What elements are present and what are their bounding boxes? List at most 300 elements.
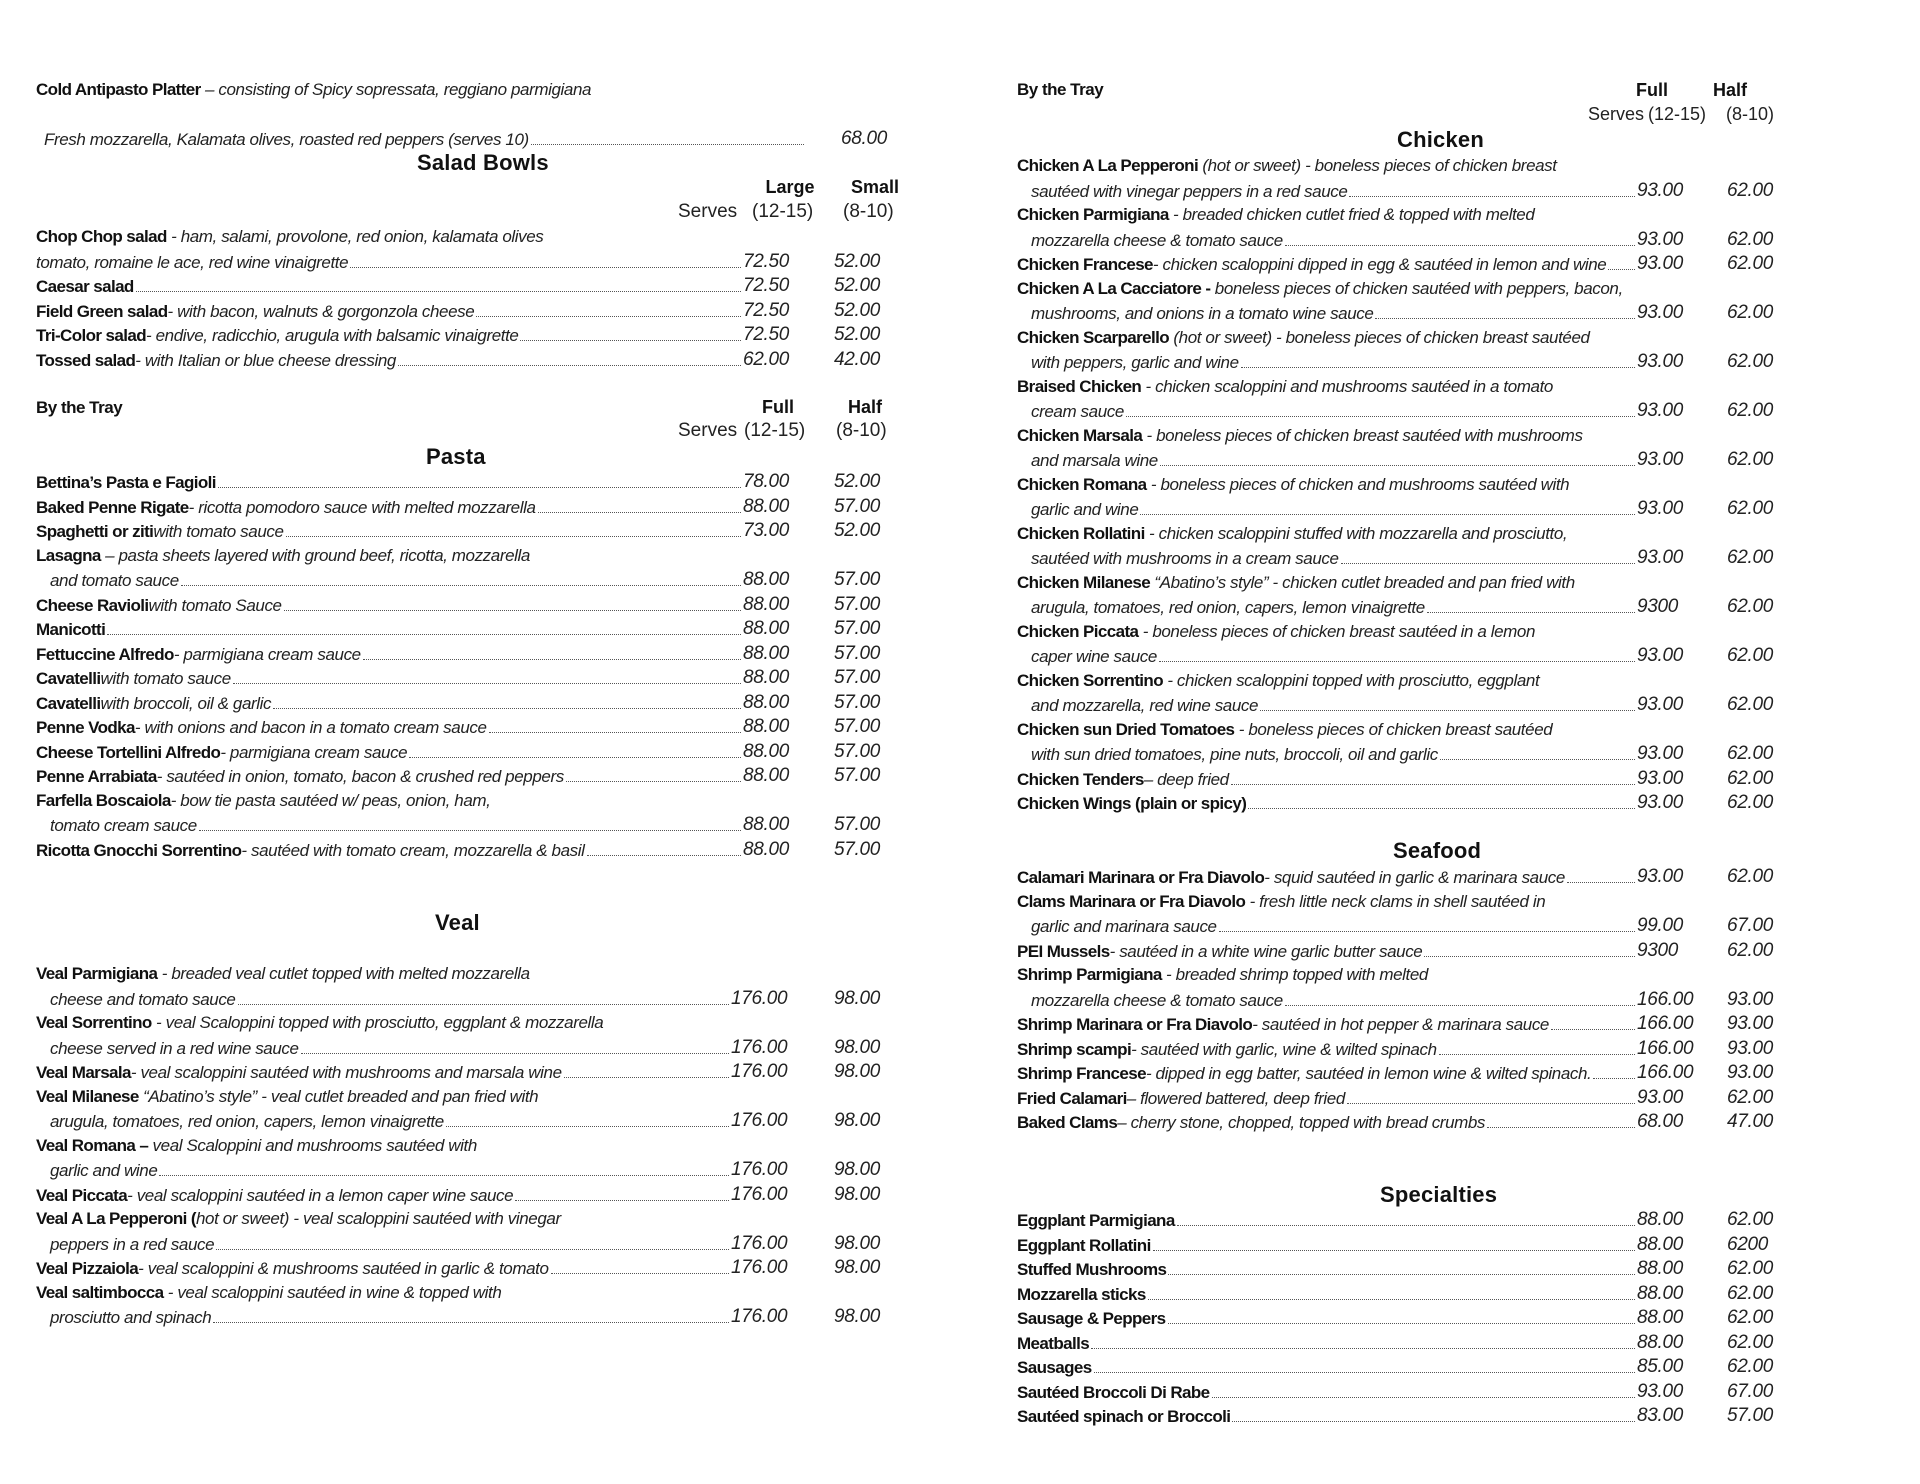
item-name: Stuffed Mushrooms [1017,1260,1167,1279]
item-desc: “Abatino’s style” - chicken cutlet breaded and pan fried with [1150,572,1575,592]
item-name: Baked Clams [1017,1113,1118,1132]
price-half: 57.00 [834,593,881,615]
price-full: 176.00 [731,1257,788,1278]
item-desc: - with onions and bacon in a tomato cream sauce [134,718,487,737]
leader-dots [213,1305,729,1323]
item-name: Veal A La Pepperoni ( [36,1209,196,1228]
leader-dots [1487,1110,1635,1128]
price-half: 98.00 [834,1159,881,1180]
price-full: 88.00 [743,495,790,517]
price-full: 93.00 [1637,1380,1684,1402]
leader-dots [216,1232,729,1250]
menu-item [1017,252,1877,277]
item-desc: - chicken scaloppini dipped in egg & sautéed in lemon and wine [1152,255,1607,274]
item-desc: - fresh little neck clams in shell sautéed in [1245,891,1546,911]
antipasto-line2-text: Fresh mozzarella, Kalamata olives, roasted red peppers (serves 10) [44,129,529,149]
price-full: 176.00 [731,987,788,1009]
item-name: Manicotti [36,620,106,639]
leader-dots [159,1158,729,1176]
price-half: 67.00 [1727,915,1774,936]
item-name: Chicken Sorrentino [1017,670,1164,690]
price-small: 52.00 [834,324,881,345]
seafood-list [1017,865,1877,1135]
price-full: 88.00 [743,667,790,688]
item-desc: with peppers, garlic and wine [1031,353,1239,372]
price-full: 93.00 [1637,792,1684,813]
menu-item [1017,1380,1877,1405]
leader-dots [301,1036,729,1054]
serves-label: Serves [678,420,738,441]
menu-item-cont [36,568,936,593]
section-title-pasta: Pasta [426,444,486,469]
serves-full: (12-15) [1648,104,1707,124]
menu-item [1017,1061,1877,1086]
price-half: 98.00 [834,1183,881,1205]
item-name: Mozzarella sticks [1017,1284,1146,1304]
leader-dots [1341,546,1635,564]
menu-item [1017,939,1877,964]
item-name: Sautéed Broccoli Di Rabe [1017,1382,1210,1402]
leader-dots [1140,497,1635,515]
item-desc: - veal Scaloppini topped with prosciutto, eggplant & mozzarella [151,1013,604,1032]
section-title-seafood: Seafood [1393,838,1482,863]
price-half: 57.00 [834,838,881,860]
leader-dots [1168,1257,1635,1275]
price-small: 52.00 [834,275,881,296]
price-full: 88.00 [743,569,790,590]
chicken-list [1017,154,1877,816]
antipasto-desc: – consisting of Spicy sopressata, reggiano parmigiana [200,80,592,99]
col-head-small: Small [850,177,900,197]
price-half: 98.00 [834,987,881,1009]
price-full: 93.00 [1637,866,1684,887]
price-large: 72.50 [743,275,790,296]
price-half: 93.00 [1727,1037,1774,1059]
price-full: 93.00 [1637,400,1684,421]
price-full: 88.00 [743,814,790,835]
menu-item [36,1256,936,1281]
price-full: 99.00 [1637,915,1684,936]
leader-dots [1608,252,1635,270]
antipasto-price: 68.00 [841,127,888,149]
leader-dots [409,740,741,758]
item-name: Veal Pizzaiola [36,1259,139,1278]
item-desc: - veal scaloppini sautéed in a lemon caper wine sauce [127,1185,514,1205]
price-large: 72.50 [743,324,790,345]
salad-list [36,225,936,372]
price-small: 52.00 [834,250,881,272]
item-desc: - dipped in egg batter, sautéed in lemon wine & wilted spinach. [1145,1064,1592,1083]
leader-dots [531,127,804,145]
menu-item [1017,791,1877,816]
item-desc: – flowered battered, deep fried [1126,1088,1345,1108]
price-full: 93.00 [1637,351,1684,372]
item-desc: and marsala wine [1031,451,1158,470]
leader-dots [1153,1233,1635,1251]
leader-dots [238,987,730,1005]
item-desc: tomato, romaine le ace, red wine vinaigrette [36,252,349,272]
item-desc: “Abatino’s style” - veal cutlet breaded and pan fried with [138,1086,539,1106]
price-half: 62.00 [1727,1282,1774,1304]
item-desc: arugula, tomatoes, red onion, capers, lemon vinaigrette [50,1112,444,1131]
veal-list [36,962,936,1330]
item-name: Veal Romana – [36,1135,149,1155]
leader-dots [218,470,741,488]
leader-dots [1148,1282,1635,1300]
serves-large: (12-15) [752,201,814,222]
by-the-tray-label: By the Tray [1017,80,1104,99]
leader-dots [1219,914,1635,932]
price-half: 62.00 [1727,694,1774,715]
item-desc: - boneless pieces of chicken breast sautéed [1234,719,1553,739]
menu-item [36,789,936,814]
serves-label: Serves [1588,104,1645,124]
item-desc: - boneless pieces of chicken and mushrooms sautéed with [1146,474,1570,494]
item-name: PEI Mussels [1017,941,1110,961]
section-title-veal: Veal [435,910,480,935]
price-half: 57.00 [834,569,881,590]
leader-dots [1241,350,1635,368]
leader-dots [273,691,741,709]
antipasto-line1 [36,78,996,103]
item-desc: – deep fried [1143,769,1229,789]
antipasto-line2 [36,127,888,152]
menu-item [1017,718,1877,743]
item-desc: with tomato sauce [153,522,284,541]
price-full: 88.00 [743,593,790,615]
item-desc: (hot or sweet) - boneless pieces of chicken breast sautéed [1169,327,1590,347]
item-desc: boneless pieces of chicken sautéed with peppers, bacon, [1210,278,1623,298]
menu-item [36,495,936,520]
item-name: Caesar salad [36,277,134,296]
price-half: 62.00 [1727,1086,1774,1108]
price-full: 93.00 [1637,449,1684,470]
price-half: 62.00 [1727,596,1774,617]
item-desc: - veal scaloppini sautéed in wine & topped with [163,1282,502,1302]
col-head-half: Half [1712,80,1747,100]
menu-item-cont [1017,497,1877,522]
price-half: 62.00 [1727,645,1774,666]
price-full: 93.00 [1637,743,1684,764]
item-desc: - sautéed in hot pepper & marinara sauce [1252,1015,1549,1034]
item-desc: (hot or sweet) - boneless pieces of chicken breast [1198,156,1557,175]
menu-item [1017,1404,1877,1429]
item-desc: - with bacon, walnuts & gorgonzola cheese [167,301,475,321]
menu-item [36,593,936,618]
serves-label: Serves [678,201,738,222]
item-name: Calamari Marinara or Fra Diavolo [1017,868,1265,887]
price-half: 57.00 [834,716,881,737]
antipasto-name: Cold Antipasto Platter [36,80,201,99]
menu-item [1017,620,1877,645]
col-head-large: Large [765,177,815,197]
leader-dots [566,764,741,782]
right-menu-page [960,0,1920,1484]
serves-half: (8-10) [1726,104,1775,124]
item-desc: cheese and tomato sauce [50,989,236,1009]
item-name: Meatballs [1017,1333,1090,1353]
menu-item-cont [36,987,936,1012]
item-desc: - chicken scaloppini topped with prosciutto, eggplant [1163,670,1540,690]
menu-item [36,1134,936,1159]
price-full: 88.00 [1637,1258,1684,1279]
leader-dots [1349,179,1635,197]
menu-item-cont [1017,179,1877,204]
menu-item-cont [1017,546,1877,571]
price-full: 176.00 [731,1232,788,1254]
leader-dots [1285,228,1635,246]
price-full: 68.00 [1637,1111,1684,1132]
price-half: 62.00 [1727,1307,1774,1328]
price-half: 62.00 [1727,253,1774,274]
leader-dots [181,568,741,586]
item-desc: - breaded shrimp topped with melted [1161,965,1428,984]
menu-item [36,470,936,495]
item-desc: sautéed with vinegar peppers in a red sauce [1031,181,1348,201]
price-half: 62.00 [1727,1331,1774,1353]
menu-item [1017,1037,1877,1062]
price-full: 166.00 [1637,1062,1694,1083]
item-desc: – pasta sheets layered with ground beef, ricotta, mozzarella [100,545,530,565]
price-half: 62.00 [1727,228,1774,250]
price-half: 62.00 [1727,866,1774,887]
price-full: 78.00 [743,471,790,492]
price-full: 93.00 [1637,694,1684,715]
leader-dots [446,1109,729,1127]
price-full: 88.00 [743,618,790,639]
item-desc: arugula, tomatoes, red onion, capers, lemon vinaigrette [1031,598,1425,617]
price-full: 93.00 [1637,547,1684,568]
menu-item [1017,669,1877,694]
leader-dots [1126,399,1635,417]
leader-dots [1375,301,1635,319]
item-desc: – cherry stone, chopped, topped with bread crumbs [1117,1113,1486,1132]
price-full: 93.00 [1637,179,1684,201]
price-half: 62.00 [1727,400,1774,421]
item-desc: with tomato sauce [100,669,231,688]
price-full: 85.00 [1637,1356,1684,1377]
leader-dots [1440,742,1635,760]
menu-item [1017,865,1877,890]
leader-dots [1347,1086,1635,1104]
leader-dots [1439,1037,1635,1055]
menu-item [1017,1086,1877,1111]
item-desc: - bow tie pasta sautéed w/ peas, onion, ham, [170,790,491,810]
leader-dots [1551,1012,1635,1030]
price-full: 93.00 [1637,228,1684,250]
price-half: 62.00 [1727,498,1774,519]
menu-item [1017,522,1877,547]
leader-dots [199,813,741,831]
price-half: 62.00 [1727,449,1774,470]
item-name: Ricotta Gnocchi Sorrentino [36,840,242,860]
leader-dots [1567,865,1635,883]
price-half: 57.00 [834,740,881,762]
leader-dots [286,519,741,537]
menu-item [36,764,936,789]
item-desc: - sautéed in a white wine garlic butter sauce [1109,941,1423,961]
item-desc: - sautéed with garlic, wine & wilted spinach [1131,1039,1437,1059]
price-half: 98.00 [834,1232,881,1254]
item-name: Farfella Boscaiola [36,790,171,810]
menu-item [36,962,936,987]
item-desc: hot or sweet) - veal scaloppini sautéed with vinegar [195,1209,561,1228]
leader-dots [564,1060,729,1078]
item-desc: - parmigiana cream sauce [173,644,361,664]
item-name: Chicken A La Pepperoni [1017,156,1199,175]
menu-item [36,544,936,569]
menu-item-cont [1017,644,1877,669]
price-half: 57.00 [834,691,881,713]
price-full: 93.00 [1637,767,1684,789]
item-desc: mozzarella cheese & tomato sauce [1031,990,1283,1010]
item-desc: with sun dried tomatoes, pine nuts, broccoli, oil and garlic [1031,745,1438,764]
item-desc: - ham, salami, provolone, red onion, kalamata olives [166,227,544,246]
price-half: 98.00 [834,1110,881,1131]
leader-dots [489,715,741,733]
leader-dots [515,1183,729,1201]
item-desc: mozzarella cheese & tomato sauce [1031,230,1283,250]
price-full: 176.00 [731,1183,788,1205]
leader-dots [350,250,741,268]
price-large: 72.50 [743,250,790,272]
menu-item [1017,1233,1877,1258]
price-half: 6200 [1727,1233,1769,1255]
item-name: Cheese Tortellini Alfredo [36,742,221,762]
menu-item [36,1060,936,1085]
leader-dots [363,642,741,660]
price-full: 166.00 [1637,1013,1694,1034]
menu-item [1017,1306,1877,1331]
leader-dots [476,299,741,317]
price-small: 42.00 [834,348,881,370]
item-name: Tossed salad [36,350,136,370]
serves-half: (8-10) [836,420,887,441]
leader-dots [1212,1380,1636,1398]
menu-item [1017,277,1877,302]
leader-dots [107,617,741,635]
item-name: Veal saltimbocca [36,1282,164,1302]
menu-item [1017,767,1877,792]
item-name: Veal Milanese [36,1086,139,1106]
menu-item-cont [1017,399,1877,424]
item-desc: mushrooms, and onions in a tomato wine sauce [1031,304,1374,323]
price-full: 176.00 [731,1036,788,1058]
item-name: Chicken sun Dried Tomatoes [1017,719,1235,739]
item-name: Chicken Wings (plain or spicy) [1017,794,1247,813]
leader-dots [1285,988,1635,1006]
item-desc: - chicken scaloppini stuffed with mozzarella and prosciutto, [1144,523,1568,543]
item-name: Chicken Romana [1017,474,1147,494]
leader-dots [1177,1208,1635,1226]
item-name: Spaghetti or ziti [36,522,154,541]
price-full: 176.00 [731,1306,788,1327]
leader-dots [1248,791,1635,809]
leader-dots [233,666,741,684]
item-name: Shrimp Parmigiana [1017,965,1162,984]
item-name: Chicken Milanese [1017,572,1151,592]
item-name: Penne Vodka [36,718,135,737]
menu-item-cont [36,1232,936,1257]
item-name: Chicken Rollatini [1017,523,1145,543]
item-desc: prosciutto and spinach [50,1308,212,1327]
leader-dots [284,593,741,611]
leader-dots [1424,939,1635,957]
menu-item-cont [1017,914,1877,939]
item-desc: with broccoli, oil & garlic [100,693,272,713]
menu-item-cont [1017,301,1877,326]
item-desc: garlic and marinara sauce [1031,917,1217,936]
leader-dots [1232,1404,1635,1422]
menu-item-cont [1017,595,1877,620]
leader-dots [1091,1331,1635,1349]
price-half: 52.00 [834,520,881,541]
section-title-specialties: Specialties [1380,1182,1498,1207]
menu-item [36,1281,936,1306]
price-half: 98.00 [834,1036,881,1058]
price-full: 176.00 [731,1159,788,1180]
col-head-half: Half [847,397,882,417]
menu-item-cont [1017,742,1877,767]
leader-dots [1160,448,1635,466]
price-full: 166.00 [1637,1037,1694,1059]
item-name: Sautéed spinach or Broccoli [1017,1407,1231,1426]
menu-item-cont [36,1109,936,1134]
price-full: 176.00 [731,1110,788,1131]
item-name: Lasagna [36,545,101,565]
menu-item [36,1183,936,1208]
price-half: 57.00 [834,618,881,639]
price-half: 62.00 [1727,179,1774,201]
item-desc: - ricotta pomodoro sauce with melted mozzarella [188,497,536,517]
menu-item-cont [36,1305,936,1330]
menu-item [36,642,936,667]
leader-dots [1427,595,1635,613]
item-name: Cavatelli [36,693,101,713]
price-half: 62.00 [1727,939,1774,961]
price-half: 62.00 [1727,743,1774,764]
item-desc: - endive, radicchio, arugula with balsamic vinaigrette [146,326,519,345]
serves-full: (12-15) [744,420,806,441]
item-name: Fried Calamari [1017,1088,1127,1108]
price-full: 176.00 [731,1061,788,1082]
price-full: 93.00 [1637,253,1684,274]
leader-dots [398,348,741,366]
price-half: 93.00 [1727,1013,1774,1034]
price-full: 93.00 [1637,498,1684,519]
menu-item [36,519,936,544]
price-half: 98.00 [834,1306,881,1327]
item-name: Chicken Piccata [1017,621,1139,641]
leader-dots [538,495,741,513]
col-head-full: Full [762,397,794,417]
item-name: Chicken Marsala [1017,425,1143,445]
menu-item-cont [1017,448,1877,473]
menu-item-cont [36,1036,936,1061]
price-half: 57.00 [834,642,881,664]
price-half: 52.00 [834,471,881,492]
menu-item [36,715,936,740]
price-full: 93.00 [1637,1086,1684,1108]
item-desc: garlic and wine [50,1161,158,1180]
menu-item [36,617,936,642]
menu-item [1017,1208,1877,1233]
price-half: 57.00 [834,765,881,786]
price-full: 88.00 [743,838,790,860]
price-half: 57.00 [834,495,881,517]
leader-dots [1231,767,1635,785]
item-desc: cream sauce [1031,402,1124,421]
